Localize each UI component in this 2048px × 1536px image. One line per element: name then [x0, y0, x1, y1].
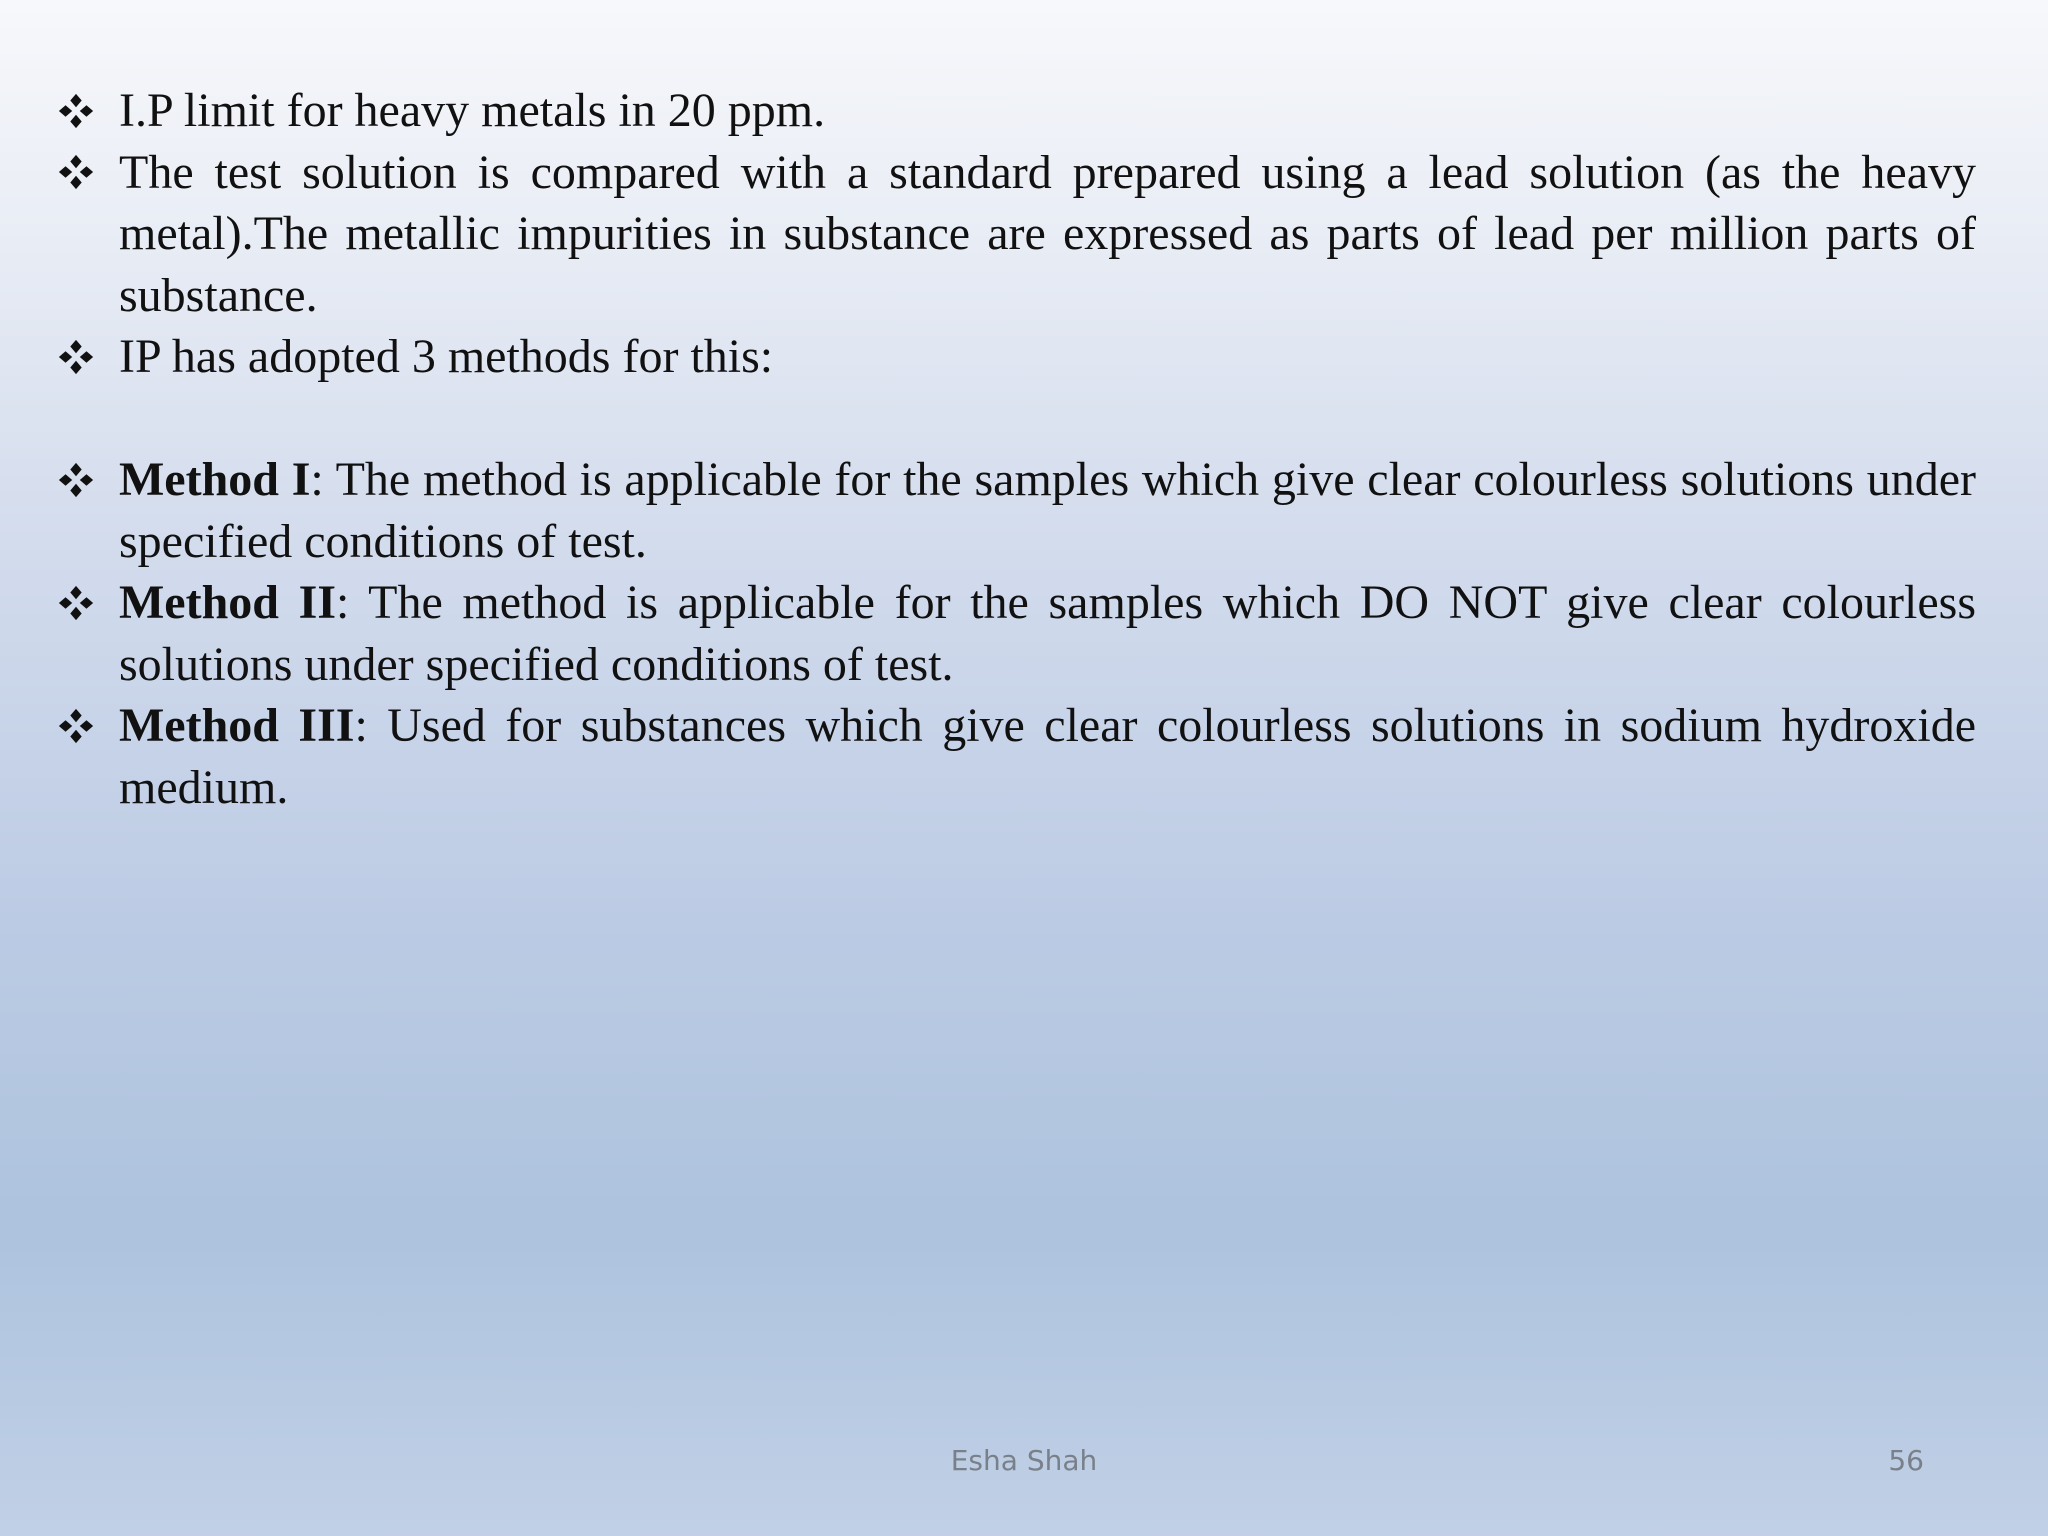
four-diamond-bullet-icon: [56, 80, 96, 142]
method-label: Method I: [119, 453, 311, 506]
method-text: : The method is applicable for the samples which give clear colourless solutions under specified conditions of test.: [119, 453, 1976, 568]
method-text: : The method is applicable for the samples which DO NOT give clear colourless solutions under specified conditions of test.: [119, 576, 1976, 691]
page-number: 56: [1888, 1444, 1924, 1477]
bullet-item: [56, 142, 1976, 327]
bullet-text: The test solution is compared with a standard prepared using a lead solution (as the heavy metal).The metallic impurities in substance are expressed as parts of lead per million parts of substance.: [119, 145, 1976, 322]
bullet-item: [56, 80, 1976, 142]
four-diamond-bullet-icon: [56, 449, 96, 511]
slide-body: [56, 80, 1976, 818]
method-item: [56, 572, 1976, 695]
four-diamond-bullet-icon: [56, 572, 96, 634]
bullet-text: I.P limit for heavy metals in 20 ppm.: [119, 84, 826, 137]
method-text: : Used for substances which give clear colourless solutions in sodium hydroxide medium.: [119, 699, 1976, 814]
bullet-text: IP has adopted 3 methods for this:: [119, 330, 774, 383]
method-label: Method II: [119, 576, 336, 629]
four-diamond-bullet-icon: [56, 326, 96, 388]
bullet-item: [56, 326, 1976, 388]
footer-author: Esha Shah: [950, 1444, 1098, 1477]
four-diamond-bullet-icon: [56, 695, 96, 757]
method-item: [56, 449, 1976, 572]
method-label: Method III: [119, 699, 355, 752]
four-diamond-bullet-icon: [56, 142, 96, 204]
method-item: [56, 695, 1976, 818]
